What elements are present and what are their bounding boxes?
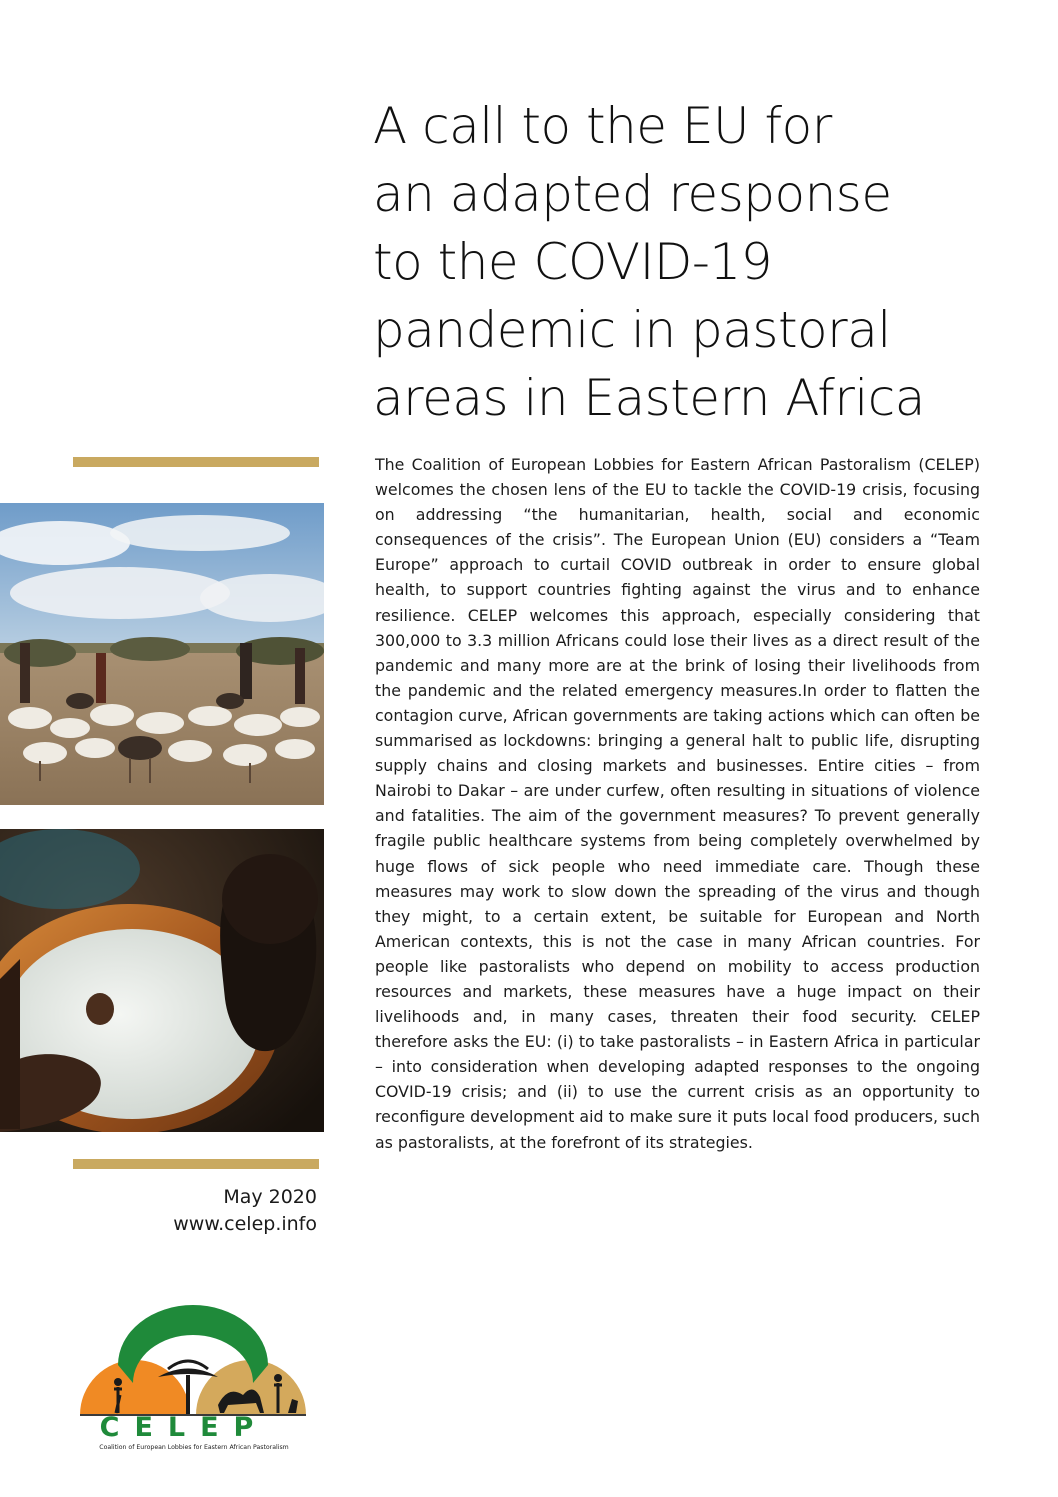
milk-bowl-photo (0, 829, 324, 1132)
logo-wordmark: CELEP (99, 1412, 269, 1443)
title-line: to the COVID-19 (373, 233, 773, 291)
accent-divider-top (73, 457, 319, 467)
document-title (373, 92, 1013, 432)
title-line: areas in Eastern Africa (373, 369, 925, 427)
logo-tagline: Coalition of European Lobbies for Eastern African Pastoralism (99, 1444, 289, 1451)
publication-date: May 2020 (223, 1186, 317, 1208)
celep-emblem-icon (78, 1305, 308, 1417)
website-link[interactable]: www.celep.info (173, 1213, 317, 1235)
celep-logo (78, 1305, 308, 1455)
publication-info (173, 1184, 317, 1238)
title-line: A call to the EU for (373, 97, 832, 155)
title-line: pandemic in pastoral (373, 301, 891, 359)
title-line: an adapted response (373, 165, 892, 223)
herd-photo (0, 503, 324, 805)
body-paragraph: The Coalition of European Lobbies for Eastern African Pastoralism (CELEP) welcomes the chosen lens of the EU to tackle the COVID-19 crisis, focusing on addressing “the humanitarian, health, social and economic consequences of the crisis”. The European Union (EU) considers a “Team Europe” approach to curtail COVID outbreak in order to ensure global health, to support countries fighting against the virus and to enhance resilience. CELEP welcomes this approach, especially considering that 300,000 to 3.3 million Africans could lose their lives as a direct result of the pandemic and many more are at the brink of losing their livelihoods from the pandemic and the related emergency measures.In order to flatten the contagion curve, African governments are taking actions which can often be summarised as lockdowns: bringing a general halt to public life, disrupting supply chains and closing markets and businesses. Entire cities – from Nairobi to Dakar – are under curfew, often resulting in situations of violence and fatalities. The aim of the government measures? To prevent generally fragile public healthcare systems from being completely overwhelmed by huge flows of sick people who need immediate care. Though these measures may work to slow down the spreading of the virus and though they might, to a certain extent, be suitable for European and North American contexts, this is not the case in many African countries. For people like pastoralists who depend on mobility to access production resources and markets, these measures have a huge impact on their livelihoods and, in many cases, threaten their food security. CELEP therefore asks the EU: (i) to take pastoralists – in Eastern Africa in particular – into consideration when developing adapted responses to the ongoing COVID-19 crisis; and (ii) to use the current crisis as an opportunity to reconfigure development aid to make sure it puts local food producers, such as pastoralists, at the forefront of its strategies. (375, 455, 980, 1152)
accent-divider-bottom (73, 1159, 319, 1169)
